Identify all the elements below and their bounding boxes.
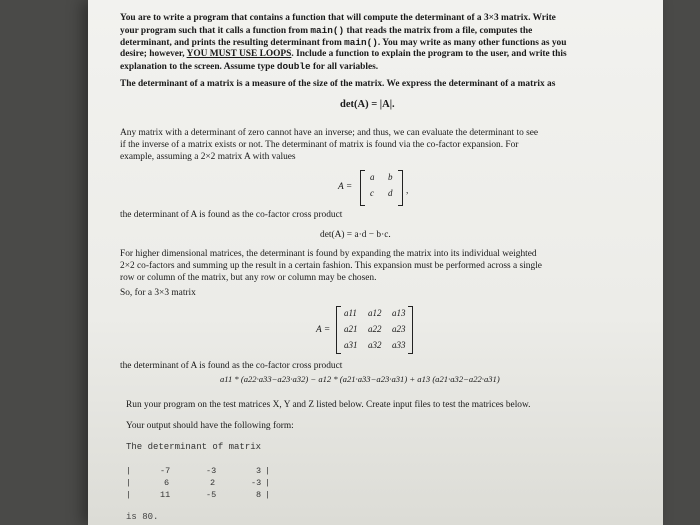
output-header: The determinant of matrix <box>126 442 262 452</box>
output-row-bar: | <box>265 466 271 476</box>
run-line-2: Your output should have the following form: <box>126 421 294 431</box>
output-row-bar: | <box>126 478 132 488</box>
output-row-bar: | <box>126 490 132 500</box>
matrix-2x2-cell-d: d <box>388 188 393 198</box>
m3-formula: a11 * (a22·a33−a23·a32) − a12 * (a21·a33−a23·a31) + a13 (a21·a32−a22·a31) <box>220 374 500 384</box>
output-cell: 2 <box>210 478 216 488</box>
matrix-3x3-cell: a12 <box>368 308 382 318</box>
matrix-3x3-cell: a23 <box>392 324 406 334</box>
para3-line-1: For higher dimensional matrices, the determinant is found by expanding the matrix into its individual weighted <box>120 249 537 259</box>
intro-line-3: determinant, and prints the resulting determinant from main(). You may write as many other functions as you <box>120 37 567 48</box>
output-cell: 8 <box>256 490 262 500</box>
matrix-2x2-left-bracket <box>360 170 365 206</box>
output-cell: 11 <box>160 490 171 500</box>
document-page <box>88 0 663 525</box>
output-footer: is 80. <box>126 512 159 522</box>
output-cell: -3 <box>251 478 262 488</box>
matrix-3x3-cell: a21 <box>344 324 358 334</box>
intro-line-4: desire; however, YOU MUST USE LOOPS. Include a function to explain the program to the user, and write this <box>120 49 567 59</box>
determinant-notation: det(A) = |A|. <box>340 99 395 110</box>
intro-line-5: explanation to the screen. Assume type double for all variables. <box>120 61 379 72</box>
output-cell: 6 <box>164 478 170 488</box>
matrix-3x3-left-bracket <box>336 306 341 354</box>
definition-line: The determinant of a matrix is a measure of the size of the matrix. We express the determinant of a matrix as <box>120 79 556 89</box>
matrix-3x3-cell: a31 <box>344 340 358 350</box>
matrix-2x2-right-bracket <box>398 170 403 206</box>
para3-line-2: 2×2 co-factors and summing up the result in a certain fashion. This expansion must be performed across a single <box>120 261 542 271</box>
m2-formula: det(A) = a·d − b·c. <box>320 230 391 240</box>
output-row-bar: | <box>126 466 132 476</box>
output-row-bar: | <box>265 490 271 500</box>
matrix-2x2-cell-b: b <box>388 172 393 182</box>
matrix-2x2-label: A = <box>338 182 353 192</box>
para2-line-2: if the inverse of a matrix exists or not. The determinant of matrix is found via the co-factor expansion. For <box>120 140 519 150</box>
output-cell: -5 <box>206 490 217 500</box>
matrix-3x3-cell: a32 <box>368 340 382 350</box>
matrix-3x3-cell: a11 <box>344 308 357 318</box>
para3-line-3: row or column of the matrix, but any row or column may be chosen. <box>120 273 377 283</box>
intro-line-1: You are to write a program that contains a function that will compute the determinant of a 3×3 matrix. Write <box>120 13 556 23</box>
para2-line-3: example, assuming a 2×2 matrix A with values <box>120 152 296 162</box>
matrix-2x2-cell-c: c <box>370 188 374 198</box>
m2-text: the determinant of A is found as the co-factor cross product <box>120 210 343 220</box>
matrix-2x2-cell-a: a <box>370 172 375 182</box>
matrix-3x3-cell: a13 <box>392 308 406 318</box>
output-cell: 3 <box>256 466 262 476</box>
para3-line-4: So, for a 3×3 matrix <box>120 288 196 298</box>
matrix-3x3-cell: a22 <box>368 324 382 334</box>
output-cell: -3 <box>206 466 217 476</box>
matrix-3x3-cell: a33 <box>392 340 406 350</box>
matrix-2x2-comma: , <box>406 186 409 196</box>
output-cell: -7 <box>160 466 171 476</box>
matrix-3x3-label: A = <box>316 325 331 335</box>
run-line-1: Run your program on the test matrices X, Y and Z listed below. Create input files to test the matrices below. <box>126 400 531 410</box>
intro-line-2: your program such that it calls a function from main() that reads the matrix from a file, computes the <box>120 25 533 36</box>
para2-line-1: Any matrix with a determinant of zero cannot have an inverse; and thus, we can evaluate the determinant to see <box>120 128 539 138</box>
m3-text: the determinant of A is found as the co-factor cross product <box>120 361 343 371</box>
matrix-3x3-right-bracket <box>408 306 413 354</box>
output-row-bar: | <box>265 478 271 488</box>
